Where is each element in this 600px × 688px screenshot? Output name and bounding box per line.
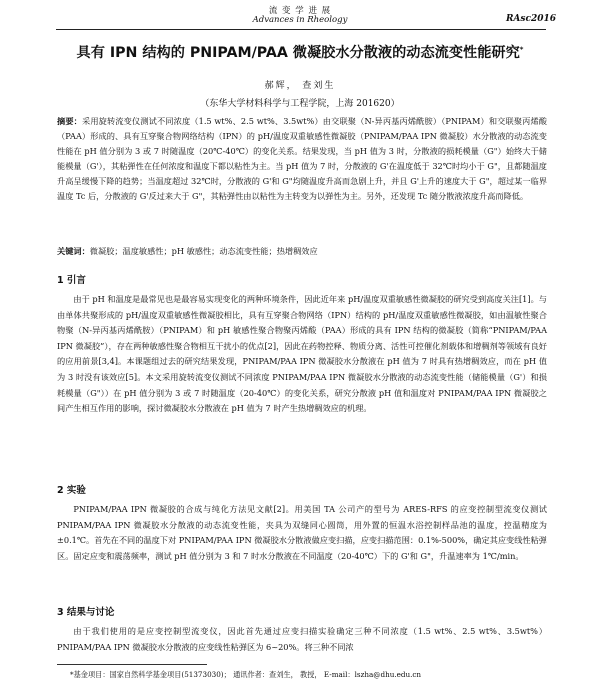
keywords-text: 微凝胶；温度敏感性；pH 敏感性；动态流变性能；热增稠效应 [89, 246, 318, 256]
abstract-label: 摘要： [57, 116, 82, 126]
experiment-paragraph: PNIPAM/PAA IPN 微凝胶的合成与纯化方法见文献[2]。用美国 TA 公司产的型号为 ARES-RFS 的应变控制型流变仪测试 PNIPAM/PAA IPN 微凝胶水分散液的动态流变性能，夹具为双缝同心圆筒，用外置的恒温水浴控制样品池的温度，控温精度为±0.1℃。首先在不同的温度下对 PNIPAM/PAA IPN 微凝胶水分散液做应变扫描，应变扫描范围：0.1%-500%，确定其应变线性粘弹区。固定应变和震荡频率，测试 pH 值分别为 3 和 7 时水分散液在不同温度（20-40℃）下的 G'和 G"，升温速率为 1℃/min。 [57, 504, 547, 561]
title-text: 具有 IPN 结构的 PNIPAM/PAA 微凝胶水分散液的动态流变性能研究 [76, 45, 520, 61]
section-title-experiment: 2 实验 [57, 485, 86, 496]
section-title-results: 3 结果与讨论 [57, 607, 115, 618]
footnote-rule [57, 664, 207, 665]
journal-name-cn: 流 变 学 进 展 [268, 6, 332, 16]
abstract-text: 采用旋转流变仪测试不同浓度（1.5 wt%、2.5 wt%、3.5wt%）由交联聚（N-异丙基丙烯酰胺）（PNIPAM）和交联聚丙烯酸（PAA）形成的、具有互穿聚合物网络结构（IPN）的 pH/温度双重敏感性微凝胶（PNIPAM/PAA IPN 微凝胶）水分散液的动态流变性能在 pH 值分别为 3 或 7 时随温度（20℃-40℃）的变化关系。结果发现，当 pH 值为 3 时，分散液的损耗模量（G"）始终大于储能模量（G'），其粘弹性在任何浓度和温度下都以粘性为主。当 pH 值为 7 时，分散液的 G'在温度低于 32℃时均小于 G"，且都随温度升高呈缓慢下降的趋势；当温度超过 32℃时，分散液的 G'和 G"均随温度升高而急剧上升，并且 G'上升的速度大于 G"，超过某一临界温度 Tc 后，分散液的 G'反过来大于 G"，其粘弹性由以粘性为主转变为以弹性为主。另外，还发现 Tc 随分散液浓度升高而降低。 [57, 116, 547, 202]
footnote: *基金项目：国家自然科学基金项目(51373030)； 通讯作者：查刘生， 教授， E-mail：lszha@dhu.edu.cn [70, 670, 422, 679]
header-rule [56, 29, 546, 30]
keywords-label: 关键词： [57, 246, 90, 256]
intro-paragraph: 由于 pH 和温度是最常见也是最容易实现变化的两种环境条件，因此近年来 pH/温度双重敏感性微凝胶的研究受到高度关注[1]。与由单体共聚形成的 pH/温度双重敏感性微凝胶相比，具有互穿聚合物网络（IPN）结构的 pH/温度双重敏感性微凝胶，如由温敏性聚合物聚（N-异丙基丙烯酰胺）（PNIPAM）和 pH 敏感性聚合物聚丙烯酸（PAA）形成的具有 IPN 结构的微凝胶（简称“PNIPAM/PAA IPN 微凝胶”），存在两种敏感性聚合物相互干扰小的优点[2]，因此在药物控释、物质分离、活性可控催化剂载体和增稠剂等领域有良好的应用前景[3,4]。本课题组过去的研究结果发现，PNIPAM/PAA IPN 微凝胶水分散液在 pH 值为 7 时具有热增稠效应，而在 pH 值为 3 时没有该效应[5]。本文采用旋转流变仪测试不同浓度 PNIPAM/PAA IPN 微凝胶水分散液的动态流变性能（储能模量（G'）和损耗模量（G"））在 pH 值分别为 3 或 7 时随温度（20-40℃）的变化关系，研究分散液 pH 值和温度对 PNIPAM/PAA IPN 微凝胶之间产生相互作用的影响，探讨微凝胶水分散液在 pH 值为 7 时产生热增稠效应的机理。 [57, 294, 547, 414]
title-footnote-mark: * [519, 45, 524, 54]
journal-name-en: Advances in Rheology [252, 15, 348, 25]
abstract [57, 114, 547, 205]
section-title-intro: 1 引言 [57, 275, 86, 286]
results-paragraph: 由于我们使用的是应变控制型流变仪，因此首先通过应变扫描实验确定三种不同浓度（1.5 wt%、2.5 wt%、3.5wt%）PNIPAM/PAA IPN 微凝胶水分散液的应变线性粘弹区为 6~20%。将三种不同浓 [57, 626, 547, 652]
affiliation: （东华大学材料科学与工程学院，上海 201620） [200, 99, 400, 109]
keywords [57, 246, 547, 257]
authors: 郝辉， 查刘生 [264, 81, 336, 91]
paper-title [30, 42, 570, 62]
conference-tag: RAsc2016 [505, 14, 556, 24]
